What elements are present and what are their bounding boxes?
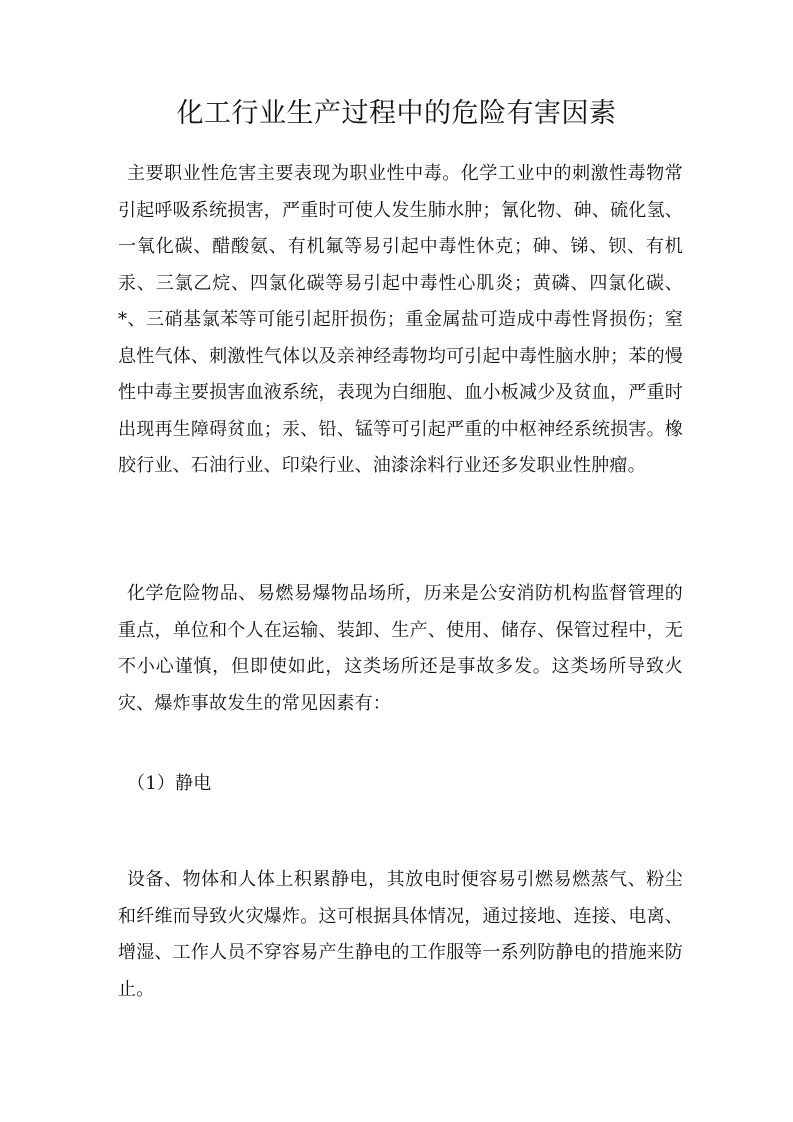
paragraph-occupational-hazards: 主要职业性危害主要表现为职业性中毒。化学工业中的刺激性毒物常引起呼吸系统损害，严重时可使人发生肺水肿；氰化物、砷、硫化氢、一氧化碳、醋酸氨、有机氟等易引起中毒性休克；砷、锑、钡、有机汞、三氯乙烷、四氯化碳等易引起中毒性心肌炎；黄磷、四氯化碳、*、三硝基氯苯等可能引起肝损伤；重金属盐可造成中毒性肾损伤；窒息性气体、刺激性气体以及亲神经毒物均可引起中毒性脑水肿；苯的慢性中毒主要损害血液系统，表现为白细胞、血小板减少及贫血，严重时出现再生障碍贫血；汞、铅、锰等可引起严重的中枢神经系统损害。橡胶行业、石油行业、印染行业、油漆涂料行业还多发职业性肿瘤。 — [118, 163, 683, 476]
section-heading-static-electricity: （1）静电 — [127, 773, 212, 794]
paragraph-fire-explosion-risks: 化学危险物品、易燃易爆物品场所，历来是公安消防机构监督管理的重点，单位和个人在运输、装卸、生产、使用、储存、保管过程中，无不小心谨慎，但即使如此，这类场所还是事故多发。这类场所导致火灾、爆炸事故发生的常见因素有： — [118, 583, 683, 714]
paragraph-static-electricity: 设备、物体和人体上积累静电，其放电时便容易引燃易燃蒸气、粉尘和纤维而导致火灾爆炸。这可根据具体情况，通过接地、连接、电离、增湿、工作人员不穿容易产生静电的工作服等一系列防静电的措施来防止。 — [118, 869, 683, 1000]
document-title: 化工行业生产过程中的危险有害因素 — [176, 98, 617, 129]
